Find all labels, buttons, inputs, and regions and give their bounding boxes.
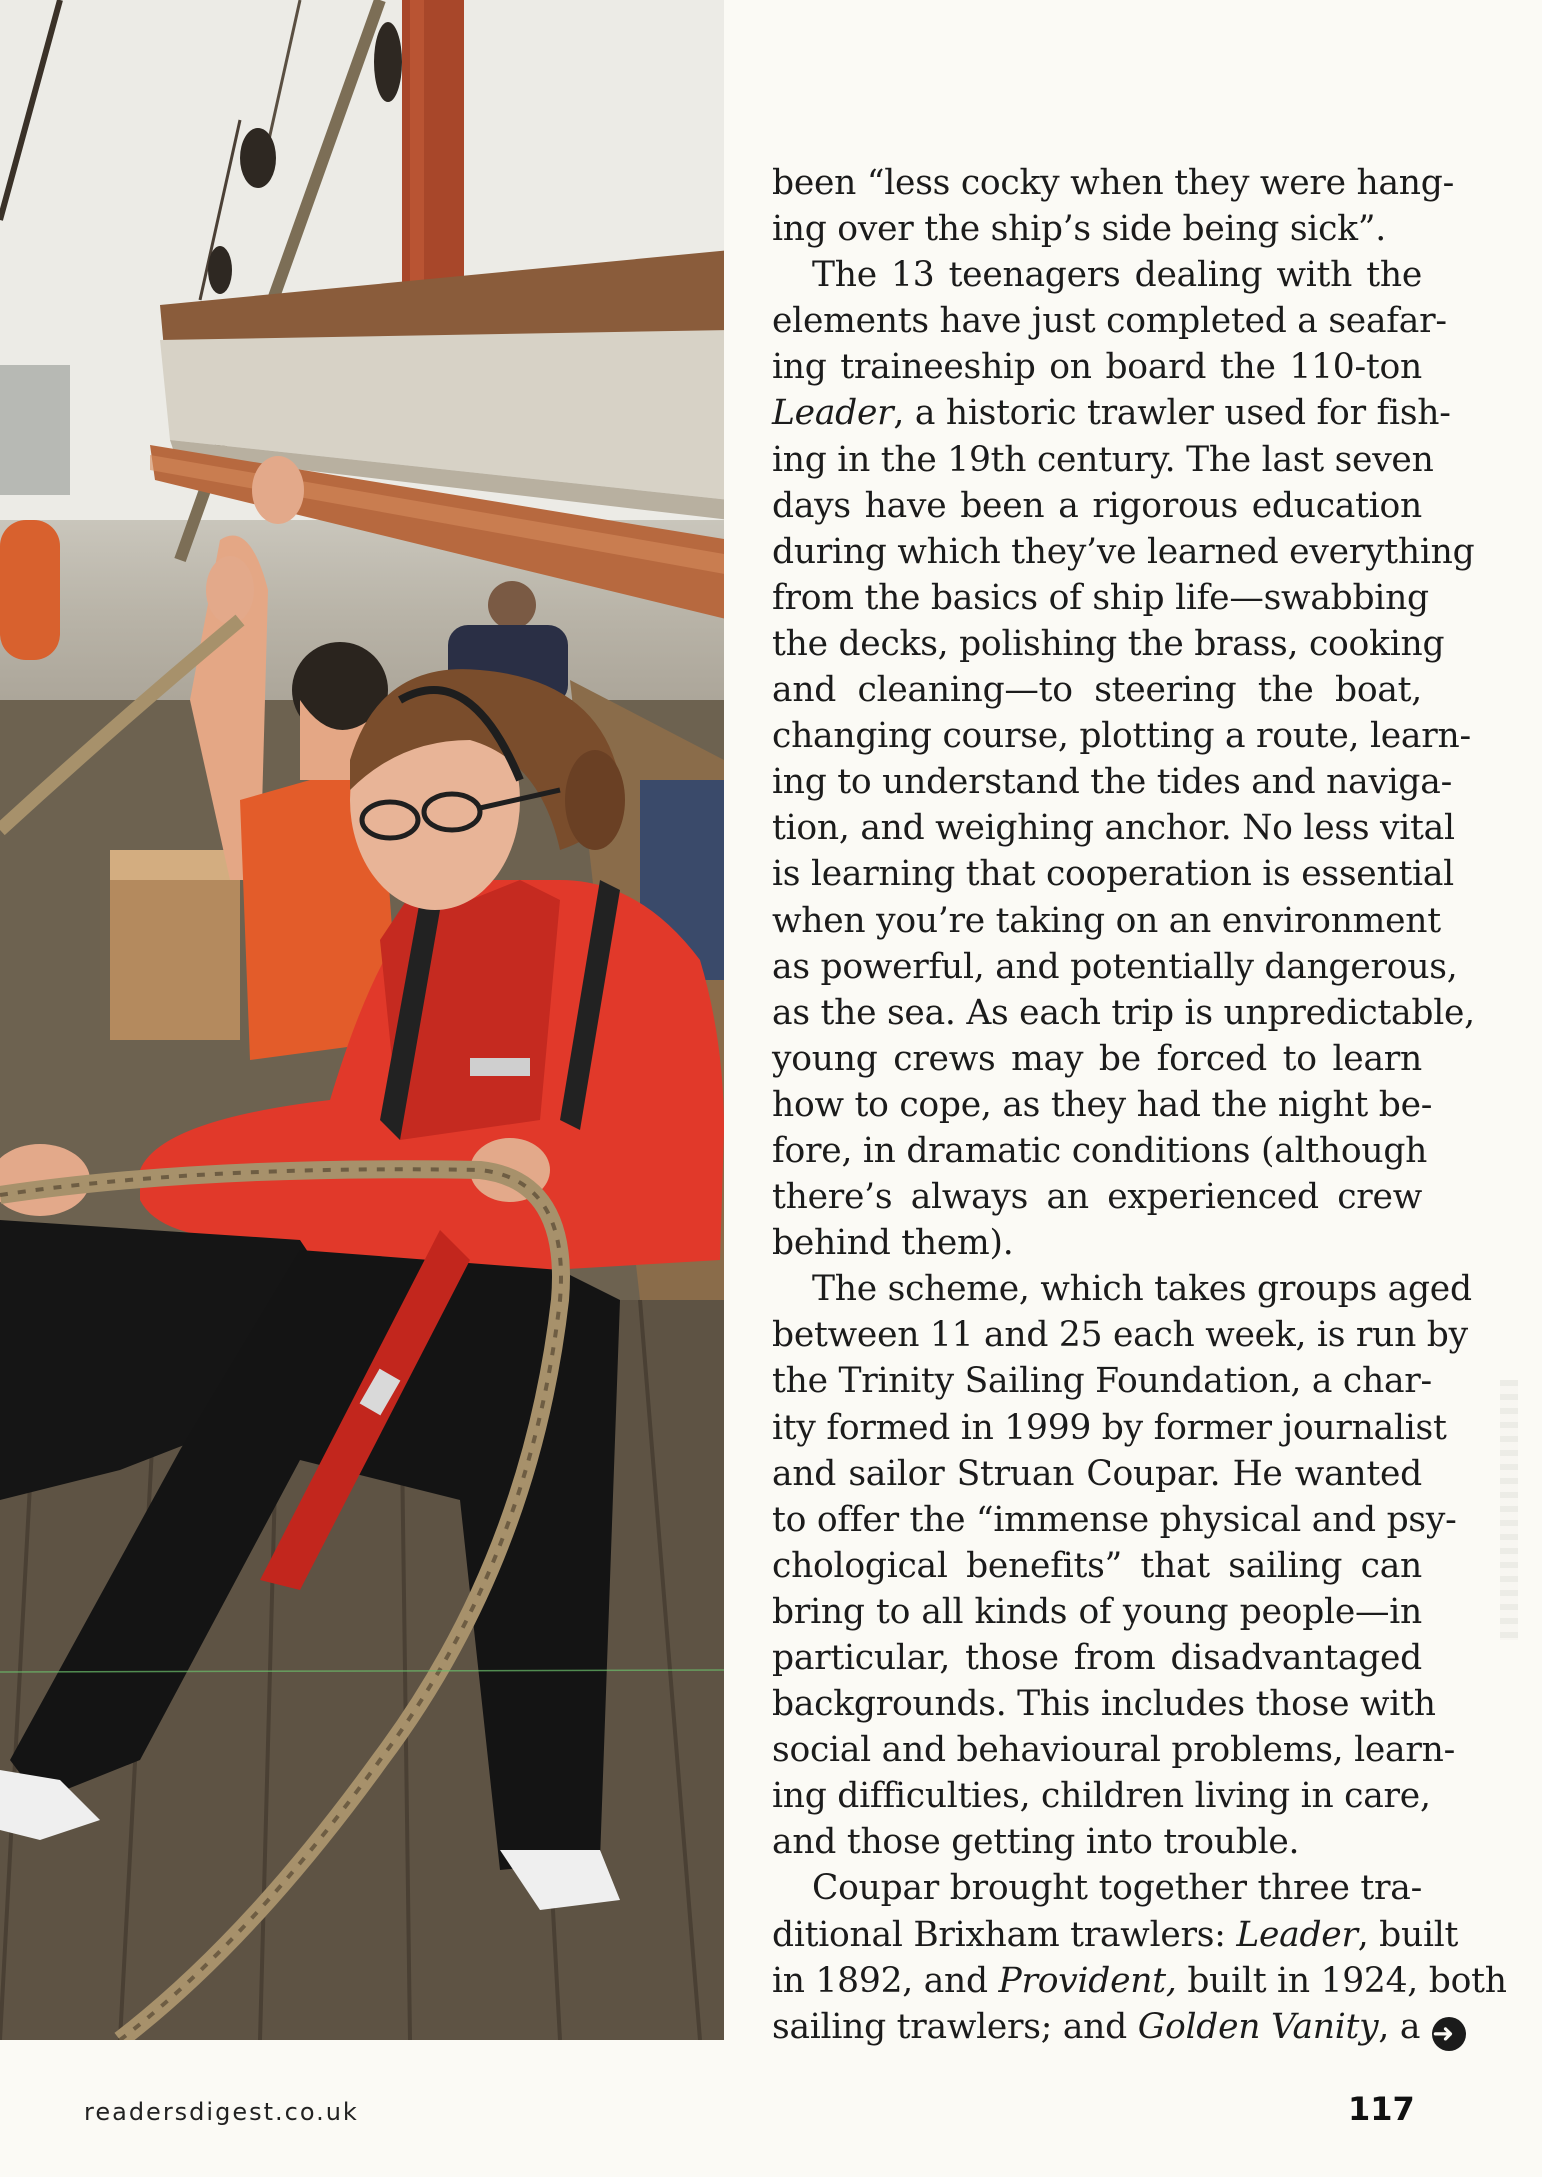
- ship-name-golden-vanity: Golden Vanity: [1137, 2006, 1379, 2047]
- article-line: between 11 and 25 each week, is run by: [772, 1315, 1468, 1356]
- article-photo: [0, 0, 724, 2040]
- article-line: ing to understand the tides and naviga-: [772, 762, 1452, 803]
- article-line: [772, 1912, 1459, 1958]
- article-line: and sailor Struan Coupar. He wanted: [772, 1453, 1422, 1494]
- article-line-text: , a: [1378, 2006, 1421, 2047]
- article-line-text: , a historic trawler used for fish-: [893, 393, 1451, 434]
- article-line: changing course, plotting a route, learn-: [772, 716, 1471, 757]
- article-line: to offer the “immense physical and psy-: [772, 1499, 1457, 1540]
- ship-name-leader: Leader: [772, 393, 894, 434]
- article-line-text: built in 1924, both: [1176, 1960, 1507, 2001]
- article-line: been “less cocky when they were hang-: [772, 163, 1454, 203]
- ship-name-leader: Leader: [1236, 1914, 1358, 1955]
- article-line: backgrounds. This includes those with: [772, 1684, 1436, 1725]
- article-line: ing difficulties, children living in care,: [772, 1776, 1431, 1817]
- article-line: The 13 teenagers dealing with the: [812, 255, 1422, 296]
- article-line: and cleaning—to steering the boat,: [772, 670, 1422, 711]
- footer-site-url: readersdigest.co.uk: [84, 2098, 359, 2126]
- article-line: behind them).: [772, 1223, 1014, 1264]
- article-line: when you’re taking on an environment: [772, 900, 1441, 941]
- article-line: ity formed in 1999 by former journalist: [772, 1407, 1447, 1448]
- article-line: [772, 2004, 1454, 2051]
- page-edge-texture: [1500, 1380, 1518, 1640]
- article-line-text: sailing trawlers; and: [772, 2006, 1138, 2047]
- article-line: days have been a rigorous education: [772, 485, 1422, 526]
- article-line-text: in 1892, and: [772, 1960, 999, 2001]
- article-line: there’s always an experienced crew: [772, 1177, 1422, 1218]
- article-line: bring to all kinds of young people—in: [772, 1591, 1422, 1632]
- article-line: young crews may be forced to learn: [772, 1038, 1422, 1079]
- article-line: tion, and weighing anchor. No less vital: [772, 808, 1455, 849]
- article-line: [772, 1958, 1507, 2004]
- arrow-circle-right-icon: ➜: [1432, 2017, 1466, 2051]
- article-line: chological benefits” that sailing can: [772, 1545, 1422, 1586]
- article-line: the decks, polishing the brass, cooking: [772, 623, 1445, 664]
- article-line-text: , built: [1357, 1914, 1459, 1955]
- article-line: Coupar brought together three tra-: [812, 1868, 1422, 1909]
- article-line: from the basics of ship life—swabbing: [772, 577, 1429, 618]
- ship-name-provident: Provident,: [998, 1960, 1177, 2001]
- article-line: [772, 390, 1451, 436]
- article-line: the Trinity Sailing Foundation, a char-: [772, 1361, 1432, 1402]
- article-line: The scheme, which takes groups aged: [812, 1269, 1472, 1310]
- article-line: particular, those from disadvantaged: [772, 1638, 1422, 1678]
- article-line-text: ditional Brixham trawlers:: [772, 1914, 1237, 1955]
- article-line: fore, in dramatic conditions (although: [772, 1130, 1428, 1171]
- article-line: social and behavioural problems, learn-: [772, 1730, 1455, 1771]
- article-line: ing traineeship on board the 110-ton: [772, 347, 1422, 388]
- article-line: how to cope, as they had the night be-: [772, 1084, 1433, 1125]
- article-line: elements have just completed a seafar-: [772, 301, 1447, 342]
- article-line: during which they’ve learned everything: [772, 531, 1475, 572]
- article-line: as the sea. As each trip is unpredictable,: [772, 992, 1475, 1033]
- article-line: ing in the 19th century. The last seven: [772, 439, 1434, 480]
- article-line: is learning that cooperation is essential: [772, 854, 1454, 895]
- sailing-crew-illustration: [0, 0, 724, 2040]
- article-line: and those getting into trouble.: [772, 1822, 1300, 1863]
- article-line: as powerful, and potentially dangerous,: [772, 946, 1458, 987]
- article-line: ing over the ship’s side being sick”.: [772, 209, 1386, 250]
- article-body: [772, 160, 1507, 2051]
- page-number: 117: [1348, 2090, 1415, 2128]
